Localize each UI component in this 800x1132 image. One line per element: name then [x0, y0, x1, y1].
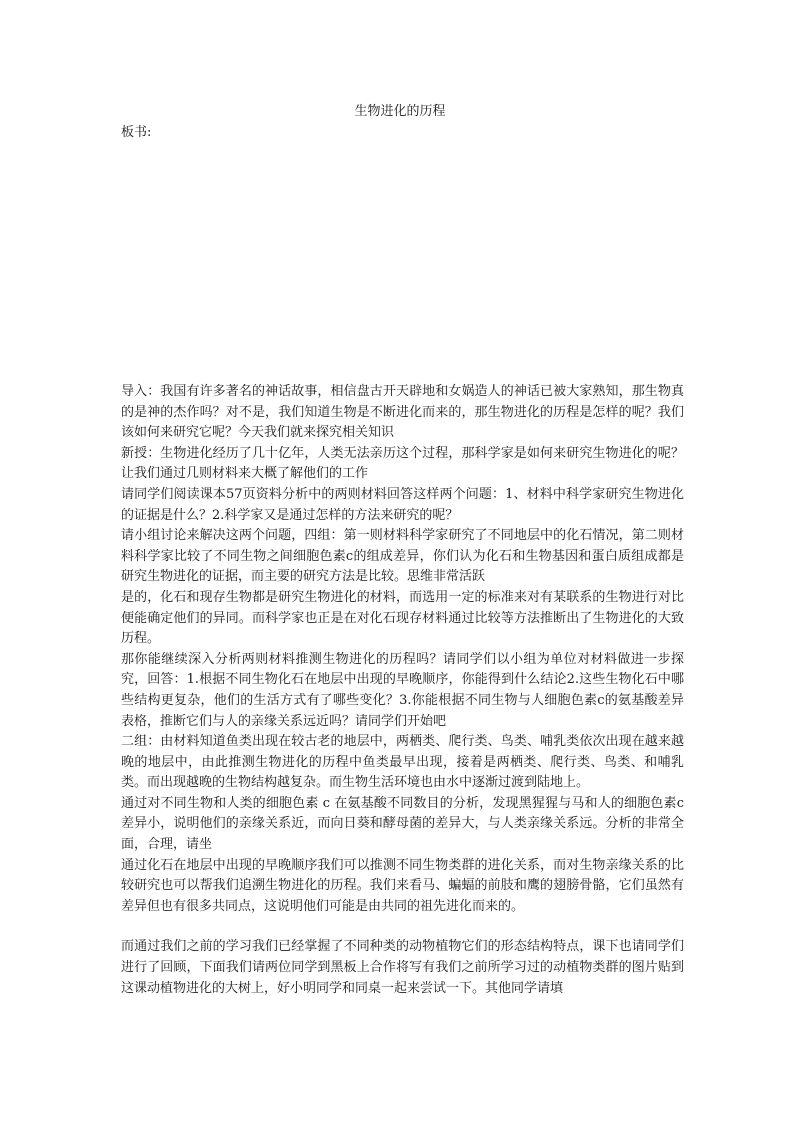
- paragraph-cytochrome-analysis: 通过对不同生物和人类的细胞色素 c 在氨基酸不同数目的分析，发现黑猩猩与马和人的细胞色素c差异小，说明他们的亲缘关系近，而向日葵和酵母菌的差异大，与人类亲缘关系远。分析的非常全面，合理，请坐: [121, 795, 684, 853]
- paragraph-new-lesson: 新授：生物进化经历了几十亿年，人类无法亲历这个过程，那科学家是如何来研究生物进化的呢？让我们通过几则材料来大概了解他们的工作: [121, 445, 684, 482]
- paragraph-intro: 导入：我国有许多著名的神话故事，相信盘古开天辟地和女娲造人的神话已被大家熟知，那生物真的是神的杰作吗？对不是，我们知道生物是不断进化而来的，那生物进化的历程是怎样的呢？我们该如何来研究它呢？今天我们就来探究相关知识: [121, 384, 684, 441]
- paragraph-group-two: 二组：由材料知道鱼类出现在较古老的地层中，两栖类、爬行类、鸟类、哺乳类依次出现在越来越晚的地层中，由此推测生物进化的历程中鱼类最早出现，接着是两栖类、爬行类、鸟类、和哺乳类。而出现越晚的生物结构越复杂。而生物生活环境也由水中逐渐过渡到陆地上。: [121, 734, 684, 791]
- document-body: [121, 382, 684, 999]
- paragraph-further-inquiry: 那你能继续深入分析两则材料推测生物进化的历程吗？请同学们以小组为单位对材料做进一步探究，回答：1.根据不同生物化石在地层中出现的早晚顺序，你能得到什么结论2.这些生物化石中哪些结构更复杂，他们的生活方式有了哪些变化？3.你能根据不同生物与人细胞色素c的氨基酸差异表格，推断它们与人的亲缘关系远近吗？请同学们开始吧: [121, 651, 684, 729]
- paragraph-fossil-conclusion: 通过化石在地层中出现的早晚顺序我们可以推测不同生物类群的进化关系，而对生物亲缘关系的比较研究也可以帮我们追溯生物进化的历程。我们来看马、蝙蝠的前肢和鹰的翅膀骨骼，它们虽然有差异但也有很多共同点，这说明他们可能是由共同的祖先进化而来的。: [121, 857, 684, 914]
- document-title: 生物进化的历程: [354, 104, 446, 119]
- paragraph-group-discussion: 请小组讨论来解决这两个问题，四组：第一则材料科学家研究了不同地层中的化石情况，第二则材料科学家比较了不同生物之间细胞色素c的组成差异，你们认为化石和生物基因和蛋白质组成都是研究生物进化的证据，而主要的研究方法是比较。思维非常活跃: [121, 528, 684, 585]
- board-label: 板书:: [121, 125, 152, 140]
- paragraph-evolution-tree: 而通过我们之前的学习我们已经掌握了不同种类的动物植物它们的形态结构特点，课下也请同学们进行了回顾，下面我们请两位同学到黑板上合作将写有我们之前所学习过的动植物类群的图片贴到这课动植物进化的大树上，好小明同学和同桌一起来尝试一下。其他同学请填: [121, 939, 684, 996]
- paragraph-reading-task: 请同学们阅读课本57页资料分析中的两则材料回答这样两个问题：1、材料中科学家研究生物进化的证据是什么？2.科学家又是通过怎样的方法来研究的呢？: [121, 486, 684, 523]
- paragraph-evidence-summary: 是的，化石和现存生物都是研究生物进化的材料，而选用一定的标准来对有某联系的生物进行对比便能确定他们的异同。而科学家也正是在对化石现存材料通过比较等方法推断出了生物进化的大致历程。: [121, 589, 684, 647]
